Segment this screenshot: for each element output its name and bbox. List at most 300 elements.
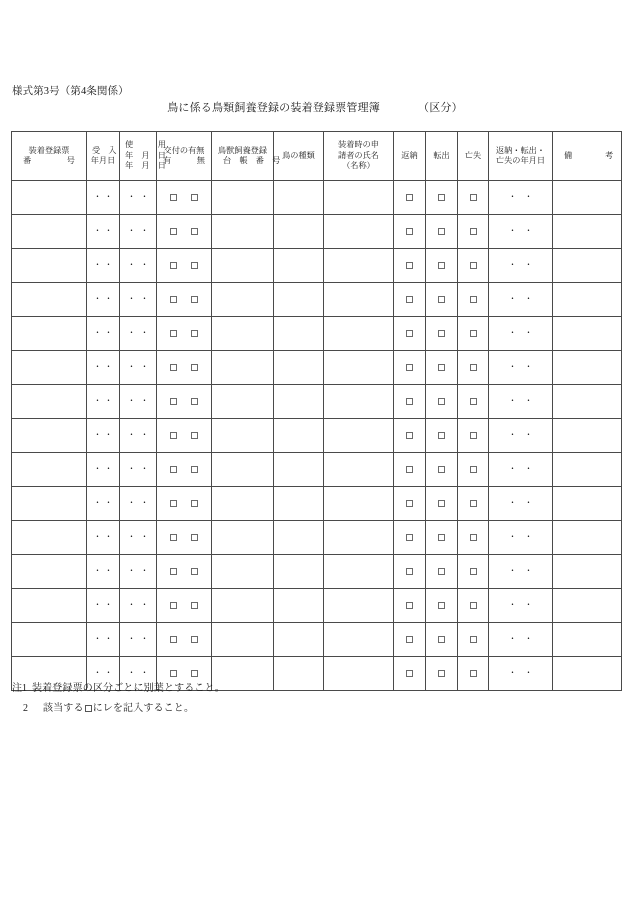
checkbox[interactable] <box>470 670 477 677</box>
cell-bird-species[interactable] <box>274 419 324 453</box>
cell-issuance-presence[interactable] <box>157 385 212 419</box>
checkbox[interactable] <box>406 602 413 609</box>
cell-bird-species[interactable] <box>274 453 324 487</box>
cell-wildlife-breeding-ledger-number[interactable] <box>212 453 274 487</box>
cell-remarks[interactable] <box>553 249 622 283</box>
checkbox[interactable] <box>470 534 477 541</box>
checkbox[interactable] <box>470 500 477 507</box>
checkbox[interactable] <box>406 670 413 677</box>
cell-bird-species[interactable] <box>274 657 324 691</box>
cell-applicant-name-at-attachment[interactable] <box>324 623 394 657</box>
cell-remarks[interactable] <box>553 589 622 623</box>
checkbox-group <box>426 181 457 214</box>
cell-moved-out[interactable] <box>426 317 458 351</box>
table-row <box>12 317 622 351</box>
document-title-row <box>0 99 630 115</box>
checkbox[interactable] <box>406 228 413 235</box>
cell-issuance-presence[interactable] <box>157 249 212 283</box>
cell-returned[interactable] <box>394 181 426 215</box>
checkbox[interactable] <box>170 194 177 201</box>
checkbox-group <box>157 181 211 214</box>
cell-returned[interactable] <box>394 555 426 589</box>
cell-usage-date[interactable] <box>120 351 157 385</box>
cell-remarks[interactable] <box>553 521 622 555</box>
cell-moved-out[interactable] <box>426 283 458 317</box>
checkbox[interactable] <box>470 364 477 371</box>
cell-returned[interactable] <box>394 249 426 283</box>
cell-issuance-presence[interactable] <box>157 521 212 555</box>
checkbox[interactable] <box>191 296 198 303</box>
checkbox[interactable] <box>191 670 198 677</box>
header-line: 台 帳 番 号 <box>223 156 281 165</box>
checkbox[interactable] <box>470 432 477 439</box>
checkbox[interactable] <box>406 262 413 269</box>
cell-remarks[interactable] <box>553 181 622 215</box>
checkbox[interactable] <box>406 330 413 337</box>
cell-registration-tag-number[interactable] <box>12 181 87 215</box>
checkbox[interactable] <box>470 602 477 609</box>
cell-issuance-presence[interactable] <box>157 589 212 623</box>
cell-returned[interactable] <box>394 487 426 521</box>
cell-lost[interactable] <box>458 317 489 351</box>
checkbox[interactable] <box>191 534 198 541</box>
cell-receipt-date[interactable] <box>87 283 120 317</box>
cell-lost[interactable] <box>458 555 489 589</box>
cell-moved-out[interactable] <box>426 419 458 453</box>
date-separator-dot: ・ <box>127 634 136 644</box>
cell-moved-out[interactable] <box>426 623 458 657</box>
cell-receipt-date[interactable] <box>87 249 120 283</box>
checkbox[interactable] <box>438 534 445 541</box>
checkbox[interactable] <box>170 262 177 269</box>
checkbox[interactable] <box>438 602 445 609</box>
cell-applicant-name-at-attachment[interactable] <box>324 555 394 589</box>
cell-return-moveout-loss-date[interactable] <box>489 453 553 487</box>
header-line: 装着登録票 <box>28 145 70 155</box>
cell-applicant-name-at-attachment[interactable] <box>324 487 394 521</box>
cell-registration-tag-number[interactable] <box>12 487 87 521</box>
cell-remarks[interactable] <box>553 351 622 385</box>
checkbox[interactable] <box>470 194 477 201</box>
checkbox[interactable] <box>406 398 413 405</box>
cell-receipt-date[interactable] <box>87 453 120 487</box>
cell-registration-tag-number[interactable] <box>12 215 87 249</box>
checkbox[interactable] <box>406 534 413 541</box>
column-header-issuance-presence <box>157 132 212 181</box>
cell-issuance-presence[interactable] <box>157 215 212 249</box>
cell-usage-date[interactable] <box>120 181 157 215</box>
checkbox[interactable] <box>406 432 413 439</box>
cell-lost[interactable] <box>458 487 489 521</box>
cell-applicant-name-at-attachment[interactable] <box>324 317 394 351</box>
cell-returned[interactable] <box>394 215 426 249</box>
header-line: 鳥獣飼養登録 <box>217 145 268 155</box>
cell-issuance-presence[interactable] <box>157 181 212 215</box>
cell-lost[interactable] <box>458 453 489 487</box>
cell-return-moveout-loss-date[interactable] <box>489 487 553 521</box>
cell-remarks[interactable] <box>553 623 622 657</box>
cell-return-moveout-loss-date[interactable] <box>489 555 553 589</box>
cell-returned[interactable] <box>394 623 426 657</box>
checkbox[interactable] <box>406 636 413 643</box>
cell-bird-species[interactable] <box>274 623 324 657</box>
cell-return-moveout-loss-date[interactable] <box>489 589 553 623</box>
checkbox[interactable] <box>191 432 198 439</box>
cell-wildlife-breeding-ledger-number[interactable] <box>212 385 274 419</box>
checkbox[interactable] <box>170 296 177 303</box>
checkbox[interactable] <box>191 262 198 269</box>
cell-applicant-name-at-attachment[interactable] <box>324 419 394 453</box>
cell-remarks[interactable] <box>553 419 622 453</box>
cell-usage-date[interactable] <box>120 283 157 317</box>
cell-remarks[interactable] <box>553 487 622 521</box>
checkbox[interactable] <box>438 330 445 337</box>
cell-usage-date[interactable] <box>120 317 157 351</box>
cell-receipt-date[interactable] <box>87 419 120 453</box>
checkbox[interactable] <box>406 194 413 201</box>
checkbox[interactable] <box>438 466 445 473</box>
cell-registration-tag-number[interactable] <box>12 419 87 453</box>
checkbox[interactable] <box>438 262 445 269</box>
date-separator-marks <box>120 555 156 588</box>
checkbox[interactable] <box>470 466 477 473</box>
cell-applicant-name-at-attachment[interactable] <box>324 249 394 283</box>
cell-return-moveout-loss-date[interactable] <box>489 521 553 555</box>
cell-usage-date[interactable] <box>120 589 157 623</box>
checkbox[interactable] <box>170 432 177 439</box>
checkbox[interactable] <box>406 466 413 473</box>
checkbox[interactable] <box>191 194 198 201</box>
cell-issuance-presence[interactable] <box>157 555 212 589</box>
cell-bird-species[interactable] <box>274 181 324 215</box>
cell-remarks[interactable] <box>553 657 622 691</box>
cell-receipt-date[interactable] <box>87 623 120 657</box>
cell-registration-tag-number[interactable] <box>12 555 87 589</box>
title-category-placeholder: （区分） <box>418 102 463 114</box>
cell-wildlife-breeding-ledger-number[interactable] <box>212 351 274 385</box>
cell-return-moveout-loss-date[interactable] <box>489 283 553 317</box>
table-row <box>12 351 622 385</box>
checkbox[interactable] <box>438 636 445 643</box>
checkbox[interactable] <box>170 568 177 575</box>
checkbox[interactable] <box>438 568 445 575</box>
cell-return-moveout-loss-date[interactable] <box>489 351 553 385</box>
cell-receipt-date[interactable] <box>87 317 120 351</box>
cell-wildlife-breeding-ledger-number[interactable] <box>212 419 274 453</box>
cell-returned[interactable] <box>394 589 426 623</box>
checkbox[interactable] <box>470 568 477 575</box>
cell-registration-tag-number[interactable] <box>12 351 87 385</box>
checkbox[interactable] <box>170 228 177 235</box>
date-separator-dot: ・ <box>93 192 102 202</box>
date-separator-dot: ・ <box>508 634 517 644</box>
checkbox[interactable] <box>191 602 198 609</box>
cell-usage-date[interactable] <box>120 487 157 521</box>
checkbox[interactable] <box>438 398 445 405</box>
cell-applicant-name-at-attachment[interactable] <box>324 181 394 215</box>
cell-lost[interactable] <box>458 249 489 283</box>
cell-usage-date[interactable] <box>120 419 157 453</box>
cell-registration-tag-number[interactable] <box>12 283 87 317</box>
date-separator-dot: ・ <box>104 634 113 644</box>
date-separator-dot: ・ <box>508 532 517 542</box>
cell-wildlife-breeding-ledger-number[interactable] <box>212 249 274 283</box>
checkbox[interactable] <box>438 670 445 677</box>
date-separator-dot: ・ <box>140 498 149 508</box>
cell-issuance-presence[interactable] <box>157 351 212 385</box>
cell-registration-tag-number[interactable] <box>12 589 87 623</box>
cell-returned[interactable] <box>394 657 426 691</box>
cell-issuance-presence[interactable] <box>157 453 212 487</box>
cell-usage-date[interactable] <box>120 249 157 283</box>
cell-lost[interactable] <box>458 657 489 691</box>
date-separator-dot: ・ <box>93 396 102 406</box>
header-text <box>460 151 486 162</box>
checkbox-group <box>394 385 425 418</box>
cell-receipt-date[interactable] <box>87 385 120 419</box>
column-header-registration-tag-number <box>12 132 87 181</box>
date-separator-dot: ・ <box>93 634 102 644</box>
cell-wildlife-breeding-ledger-number[interactable] <box>212 623 274 657</box>
cell-wildlife-breeding-ledger-number[interactable] <box>212 283 274 317</box>
checkbox-icon <box>85 705 92 712</box>
cell-issuance-presence[interactable] <box>157 623 212 657</box>
note-label: 2 <box>23 702 28 714</box>
checkbox[interactable] <box>191 228 198 235</box>
checkbox[interactable] <box>406 500 413 507</box>
checkbox[interactable] <box>170 534 177 541</box>
cell-bird-species[interactable] <box>274 351 324 385</box>
date-separator-dot: ・ <box>140 328 149 338</box>
cell-usage-date[interactable] <box>120 453 157 487</box>
cell-registration-tag-number[interactable] <box>12 317 87 351</box>
cell-return-moveout-loss-date[interactable] <box>489 317 553 351</box>
checkbox[interactable] <box>470 228 477 235</box>
date-separator-marks <box>87 317 119 350</box>
note-text: 装着登録票の区分ごとに別葉とすること。 <box>32 683 225 694</box>
date-separator-dot: ・ <box>104 294 113 304</box>
cell-registration-tag-number[interactable] <box>12 521 87 555</box>
cell-wildlife-breeding-ledger-number[interactable] <box>212 215 274 249</box>
checkbox[interactable] <box>406 296 413 303</box>
checkbox[interactable] <box>170 466 177 473</box>
cell-receipt-date[interactable] <box>87 181 120 215</box>
cell-issuance-presence[interactable] <box>157 317 212 351</box>
cell-applicant-name-at-attachment[interactable] <box>324 283 394 317</box>
checkbox[interactable] <box>438 432 445 439</box>
cell-lost[interactable] <box>458 623 489 657</box>
cell-receipt-date[interactable] <box>87 521 120 555</box>
cell-applicant-name-at-attachment[interactable] <box>324 453 394 487</box>
cell-bird-species[interactable] <box>274 555 324 589</box>
date-separator-dot: ・ <box>524 668 533 678</box>
cell-lost[interactable] <box>458 181 489 215</box>
cell-moved-out[interactable] <box>426 385 458 419</box>
cell-returned[interactable] <box>394 521 426 555</box>
cell-wildlife-breeding-ledger-number[interactable] <box>212 181 274 215</box>
cell-moved-out[interactable] <box>426 521 458 555</box>
date-separator-dot: ・ <box>524 328 533 338</box>
cell-returned[interactable] <box>394 351 426 385</box>
cell-applicant-name-at-attachment[interactable] <box>324 351 394 385</box>
cell-wildlife-breeding-ledger-number[interactable] <box>212 521 274 555</box>
cell-returned[interactable] <box>394 385 426 419</box>
checkbox[interactable] <box>191 466 198 473</box>
checkbox[interactable] <box>470 398 477 405</box>
checkbox[interactable] <box>191 398 198 405</box>
header-line: 請者の氏名 <box>338 150 379 160</box>
date-separator-dot: ・ <box>508 498 517 508</box>
cell-usage-date[interactable] <box>120 623 157 657</box>
cell-lost[interactable] <box>458 521 489 555</box>
cell-remarks[interactable] <box>553 453 622 487</box>
cell-receipt-date[interactable] <box>87 487 120 521</box>
cell-wildlife-breeding-ledger-number[interactable] <box>212 555 274 589</box>
checkbox[interactable] <box>170 602 177 609</box>
cell-returned[interactable] <box>394 453 426 487</box>
cell-moved-out[interactable] <box>426 215 458 249</box>
cell-returned[interactable] <box>394 419 426 453</box>
cell-remarks[interactable] <box>553 215 622 249</box>
checkbox[interactable] <box>170 364 177 371</box>
cell-remarks[interactable] <box>553 555 622 589</box>
checkbox[interactable] <box>438 296 445 303</box>
header-line: 年月日 <box>90 156 116 165</box>
cell-issuance-presence[interactable] <box>157 419 212 453</box>
checkbox[interactable] <box>170 330 177 337</box>
date-separator-dot: ・ <box>524 566 533 576</box>
cell-moved-out[interactable] <box>426 657 458 691</box>
cell-usage-date[interactable] <box>120 555 157 589</box>
cell-bird-species[interactable] <box>274 521 324 555</box>
checkbox[interactable] <box>438 500 445 507</box>
cell-moved-out[interactable] <box>426 249 458 283</box>
checkbox[interactable] <box>406 364 413 371</box>
date-separator-marks <box>489 589 552 622</box>
checkbox[interactable] <box>191 500 198 507</box>
cell-bird-species[interactable] <box>274 215 324 249</box>
cell-moved-out[interactable] <box>426 181 458 215</box>
checkbox[interactable] <box>191 568 198 575</box>
cell-bird-species[interactable] <box>274 589 324 623</box>
cell-return-moveout-loss-date[interactable] <box>489 419 553 453</box>
cell-remarks[interactable] <box>553 317 622 351</box>
cell-moved-out[interactable] <box>426 589 458 623</box>
cell-return-moveout-loss-date[interactable] <box>489 623 553 657</box>
table-row <box>12 181 622 215</box>
date-separator-dot: ・ <box>127 566 136 576</box>
cell-lost[interactable] <box>458 385 489 419</box>
cell-applicant-name-at-attachment[interactable] <box>324 385 394 419</box>
cell-registration-tag-number[interactable] <box>12 623 87 657</box>
cell-receipt-date[interactable] <box>87 555 120 589</box>
checkbox[interactable] <box>191 330 198 337</box>
cell-return-moveout-loss-date[interactable] <box>489 657 553 691</box>
cell-lost[interactable] <box>458 283 489 317</box>
date-separator-dot: ・ <box>140 430 149 440</box>
cell-bird-species[interactable] <box>274 317 324 351</box>
date-separator-marks <box>489 623 552 656</box>
date-separator-dot: ・ <box>524 192 533 202</box>
checkbox[interactable] <box>438 228 445 235</box>
cell-lost[interactable] <box>458 215 489 249</box>
checkbox[interactable] <box>191 364 198 371</box>
date-separator-dot: ・ <box>508 464 517 474</box>
cell-issuance-presence[interactable] <box>157 283 212 317</box>
cell-returned[interactable] <box>394 317 426 351</box>
cell-registration-tag-number[interactable] <box>12 453 87 487</box>
cell-return-moveout-loss-date[interactable] <box>489 385 553 419</box>
cell-issuance-presence[interactable] <box>157 487 212 521</box>
date-separator-marks <box>87 181 119 214</box>
cell-applicant-name-at-attachment[interactable] <box>324 589 394 623</box>
date-separator-dot: ・ <box>508 600 517 610</box>
cell-usage-date[interactable] <box>120 521 157 555</box>
cell-bird-species[interactable] <box>274 249 324 283</box>
date-separator-dot: ・ <box>104 498 113 508</box>
checkbox-group <box>394 453 425 486</box>
cell-return-moveout-loss-date[interactable] <box>489 249 553 283</box>
checkbox[interactable] <box>170 636 177 643</box>
cell-remarks[interactable] <box>553 283 622 317</box>
cell-return-moveout-loss-date[interactable] <box>489 215 553 249</box>
checkbox[interactable] <box>170 500 177 507</box>
cell-lost[interactable] <box>458 419 489 453</box>
checkbox[interactable] <box>191 636 198 643</box>
checkbox[interactable] <box>438 194 445 201</box>
cell-applicant-name-at-attachment[interactable] <box>324 215 394 249</box>
checkbox[interactable] <box>470 330 477 337</box>
cell-returned[interactable] <box>394 283 426 317</box>
cell-bird-species[interactable] <box>274 283 324 317</box>
checkbox[interactable] <box>170 670 177 677</box>
cell-registration-tag-number[interactable] <box>12 249 87 283</box>
column-header-bird-species <box>274 132 324 181</box>
date-separator-marks <box>120 623 156 656</box>
cell-wildlife-breeding-ledger-number[interactable] <box>212 317 274 351</box>
cell-receipt-date[interactable] <box>87 215 120 249</box>
date-separator-marks <box>120 419 156 452</box>
cell-wildlife-breeding-ledger-number[interactable] <box>212 589 274 623</box>
cell-applicant-name-at-attachment[interactable] <box>324 521 394 555</box>
checkbox[interactable] <box>470 262 477 269</box>
cell-receipt-date[interactable] <box>87 589 120 623</box>
cell-wildlife-breeding-ledger-number[interactable] <box>212 487 274 521</box>
cell-usage-date[interactable] <box>120 385 157 419</box>
checkbox[interactable] <box>170 398 177 405</box>
cell-bird-species[interactable] <box>274 385 324 419</box>
cell-moved-out[interactable] <box>426 351 458 385</box>
cell-moved-out[interactable] <box>426 487 458 521</box>
cell-bird-species[interactable] <box>274 487 324 521</box>
cell-lost[interactable] <box>458 351 489 385</box>
cell-moved-out[interactable] <box>426 555 458 589</box>
checkbox[interactable] <box>470 636 477 643</box>
date-separator-marks <box>120 589 156 622</box>
checkbox-group <box>394 317 425 350</box>
checkbox[interactable] <box>438 364 445 371</box>
cell-remarks[interactable] <box>553 385 622 419</box>
cell-return-moveout-loss-date[interactable] <box>489 181 553 215</box>
checkbox[interactable] <box>406 568 413 575</box>
cell-moved-out[interactable] <box>426 453 458 487</box>
cell-usage-date[interactable] <box>120 215 157 249</box>
cell-applicant-name-at-attachment[interactable] <box>324 657 394 691</box>
checkbox[interactable] <box>470 296 477 303</box>
cell-registration-tag-number[interactable] <box>12 385 87 419</box>
cell-lost[interactable] <box>458 589 489 623</box>
cell-receipt-date[interactable] <box>87 351 120 385</box>
